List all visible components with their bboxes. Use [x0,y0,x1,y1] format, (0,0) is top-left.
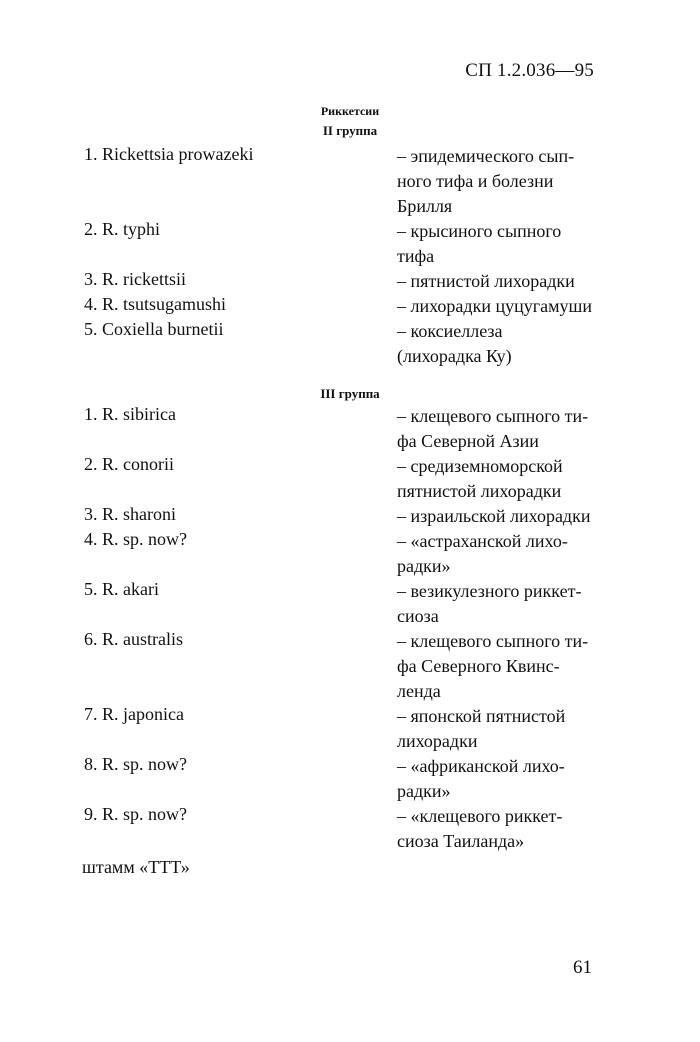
disease-description [397,219,612,269]
group-3-title: III группа [320,386,380,401]
description-line: – везикулезного риккет- [397,581,582,601]
description-line: – клещевого сыпного ти- [397,631,589,651]
document-code: СП 1.2.036—95 [465,60,594,81]
description-line: – коксиеллеза [397,321,503,341]
organism-name: 4. R. tsutsugamushi [84,294,227,314]
description-line: фа Северного Квинс- [397,656,560,676]
disease-description [397,579,612,629]
disease-description [397,454,612,504]
disease-description [397,629,612,704]
disease-description [397,144,612,219]
description-line: – японской пятнистой [397,706,566,726]
description-line: – лихорадки цуцугамуши [397,296,592,316]
organism-name: 4. R. sp. now? [84,529,187,549]
description-line: сиоза [397,606,439,626]
disease-description [397,704,612,754]
description-line: тифа [397,246,435,266]
disease-description [397,804,612,854]
description-line: ного тифа и болезни [397,171,554,191]
description-line: пятнистой лихорадки [397,481,562,501]
organism-name: 7. R. japonica [84,704,184,724]
organism-name: 2. R. typhi [84,219,161,239]
disease-description [397,294,612,319]
disease-description [397,504,612,529]
disease-description [397,269,612,294]
description-line: – крысиного сыпного [397,221,562,241]
description-line: ленда [397,681,441,701]
description-line: – клещевого сыпного ти- [397,406,589,426]
disease-description [397,529,612,579]
description-line: (лихорадка Ку) [397,346,512,366]
description-line: – средиземноморской [397,456,563,476]
description-line: радки» [397,556,451,576]
organism-name: 6. R. australis [84,629,183,649]
organism-name: 1. Rickettsia prowazeki [84,144,254,164]
description-line: сиоза Таиланда» [397,831,525,851]
description-line: – «астраханской лихо- [397,531,568,551]
organism-name: 3. R. rickettsii [84,269,186,289]
description-line: – «клещевого риккет- [397,806,563,826]
organism-name: 3. R. sharoni [84,504,176,524]
organism-name: 2. R. conorii [84,454,174,474]
disease-description [397,754,612,804]
description-line: – израильской лихорадки [397,506,591,526]
description-line: – пятнистой лихорадки [397,271,575,291]
disease-description [397,404,612,454]
strain-note: штамм «ТТТ» [82,857,190,877]
organism-name: 5. R. akari [84,579,159,599]
organism-name: 8. R. sp. now? [84,754,187,774]
group-2-title: II группа [322,123,378,138]
description-line: лихорадки [397,731,478,751]
disease-description [397,319,612,369]
section-title: Риккетсии [320,104,380,118]
description-line: радки» [397,781,451,801]
organism-name: 1. R. sibirica [84,404,176,424]
page-number: 61 [573,957,592,978]
organism-name: 9. R. sp. now? [84,804,187,824]
description-line: Брилля [397,196,453,216]
organism-name: 5. Coxiella burnetii [84,319,224,339]
description-line: фа Северной Азии [397,431,539,451]
description-line: – эпидемического сып- [397,146,575,166]
description-line: – «африканской лихо- [397,756,565,776]
